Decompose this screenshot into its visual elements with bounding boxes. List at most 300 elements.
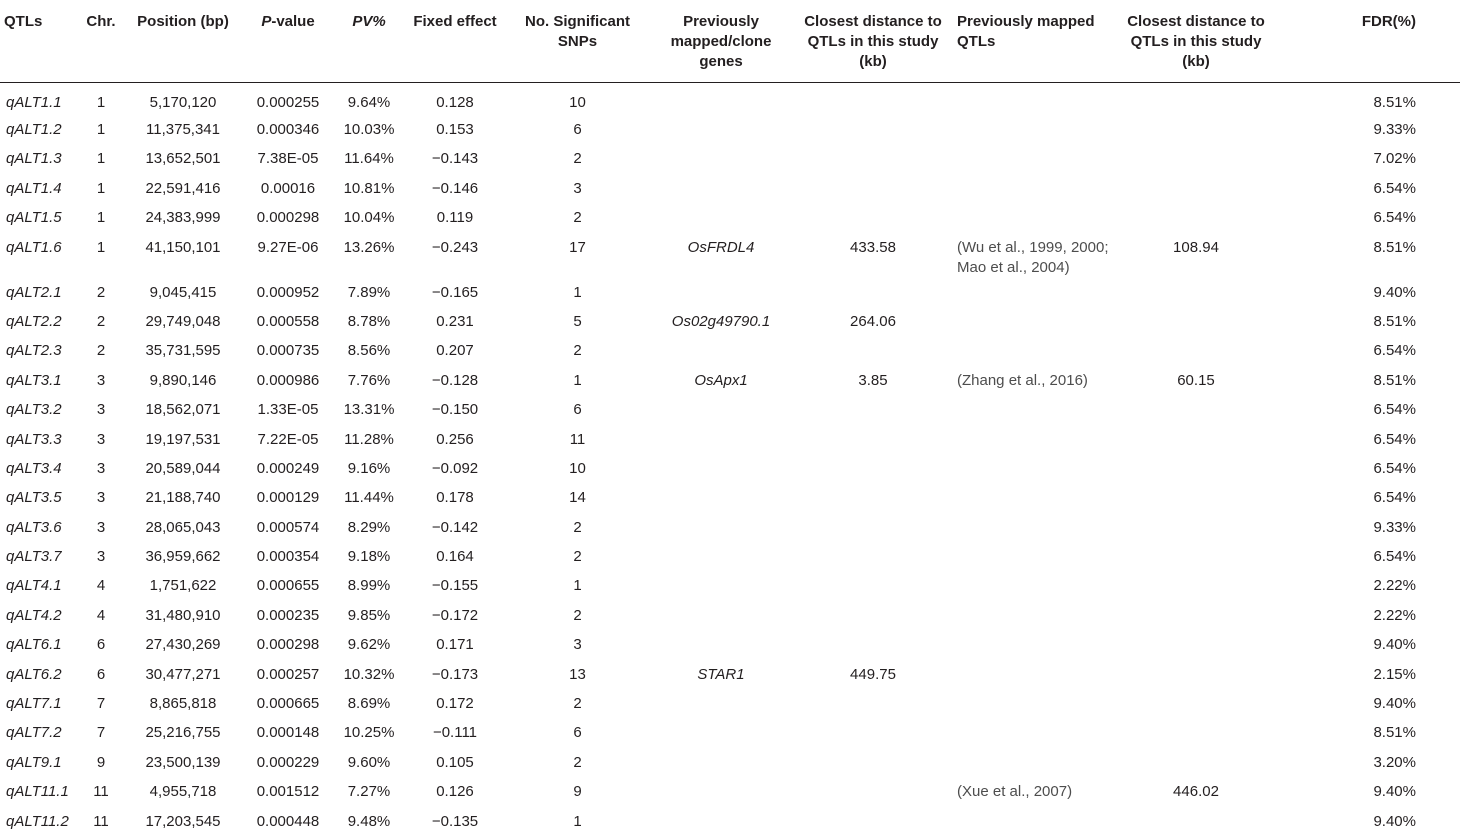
cell-pv: 13.31%: [343, 401, 395, 419]
cell-qtl: qALT3.4: [6, 459, 62, 477]
cell-closest-distance-qtl: [1115, 205, 1277, 234]
cell-significant-snps: 2: [573, 695, 582, 713]
cell-fixed-effect: −0.150: [431, 401, 479, 419]
cell-pv: 7.76%: [347, 371, 391, 389]
cell-previous-qtl: [953, 515, 1115, 544]
cell-qtl: qALT1.6: [6, 238, 62, 256]
cell-pvalue: 0.000952: [256, 283, 320, 301]
cell-qtl: qALT2.1: [6, 283, 62, 301]
cell-significant-snps: 1: [573, 577, 582, 595]
cell-chr: 4: [96, 577, 106, 595]
cell-pvalue: 1.33E-05: [257, 401, 319, 419]
table-row: [0, 750, 1460, 779]
cell-qtl: qALT3.7: [6, 548, 62, 566]
cell-position: 41,150,101: [145, 238, 221, 256]
cell-closest-distance-gene: [793, 456, 953, 485]
cell-qtl: qALT7.1: [6, 695, 62, 713]
table-row: [0, 662, 1460, 691]
cell-pvalue: 0.000298: [256, 209, 320, 227]
cell-previous-gene: [649, 720, 793, 749]
cell-chr: 3: [96, 371, 106, 389]
cell-pvalue: 0.000448: [256, 812, 320, 830]
cell-pv: 9.16%: [347, 459, 391, 477]
cell-previous-gene: OsFRDL4: [687, 238, 755, 256]
cell-chr: 1: [96, 179, 106, 197]
cell-fdr: 6.54%: [1373, 401, 1416, 419]
table-row: [0, 205, 1460, 234]
cell-position: 35,731,595: [145, 342, 221, 360]
cell-qtl: qALT1.5: [6, 209, 62, 227]
table-row: [0, 117, 1460, 146]
table-row: [0, 720, 1460, 749]
cell-closest-distance-qtl: [1115, 632, 1277, 661]
cell-position: 21,188,740: [145, 489, 221, 507]
cell-pv: 9.18%: [347, 548, 391, 566]
cell-qtl: qALT1.4: [6, 179, 62, 197]
cell-significant-snps: 1: [573, 371, 582, 389]
cell-pv: 9.85%: [347, 606, 391, 624]
cell-fixed-effect: −0.173: [431, 665, 479, 683]
cell-qtl: qALT1.1: [6, 94, 62, 111]
cell-fixed-effect: 0.153: [436, 121, 474, 138]
table-row: [0, 338, 1460, 367]
cell-significant-snps: 2: [573, 209, 582, 227]
cell-position: 24,383,999: [145, 209, 221, 227]
cell-previous-gene: [649, 603, 793, 632]
header-significant-snps: No. Significant SNPs: [506, 0, 649, 83]
cell-closest-distance-qtl: [1115, 176, 1277, 205]
cell-fdr: 9.33%: [1373, 121, 1416, 138]
cell-chr: 6: [96, 665, 106, 683]
cell-previous-qtl: [953, 662, 1115, 691]
cell-closest-distance-qtl: [1115, 809, 1277, 838]
cell-chr: 1: [96, 238, 106, 256]
cell-closest-distance-gene: 3.85: [858, 371, 888, 389]
cell-significant-snps: 13: [569, 665, 586, 683]
cell-previous-gene: Os02g49790.1: [671, 312, 771, 330]
cell-significant-snps: 6: [573, 121, 582, 138]
cell-previous-qtl: [953, 573, 1115, 602]
cell-chr: 1: [96, 209, 106, 227]
cell-qtl: qALT3.6: [6, 518, 62, 536]
cell-pvalue: 0.000257: [256, 665, 320, 683]
cell-closest-distance-qtl: [1115, 83, 1277, 118]
cell-fdr: 6.54%: [1373, 209, 1416, 227]
cell-pvalue: 0.000665: [256, 695, 320, 713]
table-body: [0, 83, 1460, 838]
cell-position: 22,591,416: [145, 179, 221, 197]
cell-position: 4,955,718: [149, 783, 217, 801]
cell-fdr: 9.40%: [1373, 636, 1416, 654]
cell-pv: 7.27%: [347, 783, 391, 801]
cell-fixed-effect: −0.165: [431, 283, 479, 301]
cell-previous-qtl: [953, 456, 1115, 485]
cell-pv: 11.64%: [344, 150, 394, 168]
cell-fdr: 6.54%: [1373, 179, 1416, 197]
cell-fixed-effect: 0.126: [436, 783, 474, 801]
cell-previous-gene: [649, 280, 793, 309]
cell-significant-snps: 17: [569, 238, 586, 256]
cell-previous-gene: [649, 544, 793, 573]
cell-pv: 8.78%: [347, 312, 391, 330]
cell-fdr: 6.54%: [1373, 489, 1416, 507]
cell-previous-qtl: [953, 146, 1115, 175]
cell-previous-gene: STAR1: [697, 665, 745, 683]
cell-chr: 7: [96, 695, 106, 713]
cell-closest-distance-qtl: [1115, 338, 1277, 367]
table-row: [0, 515, 1460, 544]
cell-significant-snps: 9: [573, 783, 582, 801]
cell-qtl: qALT6.2: [6, 665, 62, 683]
cell-previous-gene: [649, 83, 793, 118]
cell-fdr: 9.33%: [1373, 518, 1416, 536]
cell-previous-gene: [649, 456, 793, 485]
cell-previous-gene: [649, 573, 793, 602]
cell-closest-distance-gene: [793, 779, 953, 808]
cell-previous-qtl: [953, 544, 1115, 573]
cell-previous-qtl: [953, 427, 1115, 456]
table-row: [0, 603, 1460, 632]
header-previous-qtls: Previously mapped QTLs: [953, 0, 1115, 83]
cell-pv: 13.26%: [343, 238, 395, 256]
cell-closest-distance-qtl: [1115, 544, 1277, 573]
cell-chr: 11: [93, 812, 109, 830]
cell-fixed-effect: −0.143: [431, 150, 479, 168]
cell-position: 36,959,662: [145, 548, 221, 566]
cell-position: 8,865,818: [149, 695, 217, 713]
cell-fixed-effect: 0.119: [436, 209, 474, 227]
cell-pvalue: 0.00016: [260, 179, 316, 197]
cell-chr: 9: [96, 753, 106, 771]
cell-fdr: 2.22%: [1373, 577, 1416, 595]
cell-pvalue: 0.000298: [256, 636, 320, 654]
header-chr: Chr.: [78, 0, 124, 83]
cell-previous-qtl: [953, 309, 1115, 338]
cell-fixed-effect: −0.146: [431, 179, 479, 197]
cell-closest-distance-qtl: [1115, 603, 1277, 632]
cell-closest-distance-gene: [793, 632, 953, 661]
table-row: [0, 83, 1460, 118]
cell-chr: 3: [96, 518, 106, 536]
cell-pv: 8.69%: [347, 695, 391, 713]
cell-pvalue: 0.000354: [256, 548, 320, 566]
cell-fdr: 3.20%: [1373, 753, 1416, 771]
cell-significant-snps: 2: [573, 753, 582, 771]
table-row: [0, 632, 1460, 661]
cell-pvalue: 0.000229: [256, 753, 320, 771]
cell-position: 25,216,755: [145, 724, 221, 742]
cell-position: 31,480,910: [145, 606, 221, 624]
cell-closest-distance-gene: [793, 720, 953, 749]
cell-closest-distance-qtl: [1115, 397, 1277, 426]
cell-closest-distance-gene: [793, 603, 953, 632]
cell-qtl: qALT1.2: [6, 121, 62, 138]
cell-qtl: qALT4.2: [6, 606, 62, 624]
cell-fdr: 2.22%: [1373, 606, 1416, 624]
cell-chr: 2: [96, 342, 106, 360]
cell-position: 11,375,341: [146, 121, 220, 138]
cell-closest-distance-gene: [793, 338, 953, 367]
cell-fdr: 7.02%: [1373, 150, 1416, 168]
cell-qtl: qALT2.2: [6, 312, 62, 330]
cell-closest-distance-qtl: [1115, 691, 1277, 720]
cell-fixed-effect: 0.178: [436, 489, 474, 507]
cell-pv: 10.04%: [343, 209, 395, 227]
cell-pv: 10.25%: [343, 724, 395, 742]
cell-fixed-effect: −0.155: [431, 577, 479, 595]
cell-fdr: 6.54%: [1373, 430, 1416, 448]
cell-pv: 7.89%: [347, 283, 391, 301]
table-row: [0, 397, 1460, 426]
table-row: [0, 235, 1460, 280]
cell-closest-distance-gene: [793, 427, 953, 456]
cell-fdr: 2.15%: [1373, 665, 1416, 683]
cell-qtl: qALT3.1: [6, 371, 62, 389]
header-fixed-effect: Fixed effect: [404, 0, 506, 83]
cell-position: 9,045,415: [149, 283, 217, 301]
cell-chr: 11: [93, 783, 109, 801]
cell-previous-qtl: (Wu et al., 1999, 2000; Mao et al., 2004): [957, 238, 1109, 276]
cell-qtl: qALT4.1: [6, 577, 62, 595]
cell-position: 27,430,269: [145, 636, 221, 654]
cell-closest-distance-gene: [793, 485, 953, 514]
cell-previous-gene: [649, 338, 793, 367]
cell-significant-snps: 3: [573, 636, 582, 654]
cell-previous-qtl: [953, 176, 1115, 205]
cell-chr: 3: [96, 459, 106, 477]
cell-closest-distance-gene: [793, 573, 953, 602]
cell-fdr: 8.51%: [1373, 312, 1416, 330]
cell-significant-snps: 2: [573, 150, 582, 168]
cell-fixed-effect: 0.171: [436, 636, 474, 654]
cell-closest-distance-gene: [793, 809, 953, 838]
cell-fdr: 8.51%: [1373, 724, 1416, 742]
cell-significant-snps: 6: [573, 724, 582, 742]
cell-qtl: qALT11.1: [6, 783, 69, 801]
cell-closest-distance-gene: [793, 205, 953, 234]
table-row: [0, 456, 1460, 485]
cell-chr: 3: [96, 489, 106, 507]
cell-previous-qtl: [953, 691, 1115, 720]
cell-closest-distance-qtl: 60.15: [1177, 371, 1215, 389]
cell-previous-qtl: [953, 397, 1115, 426]
cell-pvalue: 0.000986: [256, 371, 320, 389]
cell-previous-gene: [649, 176, 793, 205]
cell-pvalue: 0.000235: [256, 606, 320, 624]
cell-closest-distance-qtl: [1115, 720, 1277, 749]
cell-pv: 8.56%: [347, 342, 391, 360]
cell-significant-snps: 5: [573, 312, 582, 330]
cell-previous-qtl: [953, 338, 1115, 367]
cell-chr: 3: [96, 548, 106, 566]
cell-significant-snps: 10: [569, 459, 586, 477]
cell-closest-distance-qtl: [1115, 573, 1277, 602]
cell-fdr: 6.54%: [1373, 342, 1416, 360]
cell-closest-distance-gene: [793, 691, 953, 720]
cell-closest-distance-qtl: 446.02: [1173, 783, 1219, 801]
cell-previous-gene: [649, 146, 793, 175]
cell-fdr: 9.40%: [1373, 695, 1416, 713]
cell-significant-snps: 2: [573, 548, 582, 566]
cell-previous-qtl: [953, 809, 1115, 838]
table-row: [0, 779, 1460, 808]
cell-previous-gene: OsApx1: [694, 371, 748, 389]
cell-position: 28,065,043: [145, 518, 221, 536]
cell-pv: 9.60%: [347, 753, 391, 771]
cell-closest-distance-gene: [793, 750, 953, 779]
cell-pvalue: 0.000735: [256, 342, 320, 360]
cell-significant-snps: 10: [569, 94, 586, 111]
cell-fixed-effect: 0.105: [436, 753, 474, 771]
cell-closest-distance-qtl: [1115, 117, 1277, 146]
cell-previous-qtl: [953, 720, 1115, 749]
cell-closest-distance-qtl: 108.94: [1173, 238, 1219, 256]
cell-chr: 1: [96, 121, 106, 138]
cell-pvalue: 9.27E-06: [257, 238, 319, 256]
cell-position: 23,500,139: [145, 753, 221, 771]
header-closest-distance-qtls: Closest distance to QTLs in this study (kb): [1115, 0, 1277, 83]
cell-significant-snps: 14: [569, 489, 586, 507]
cell-fixed-effect: −0.135: [431, 812, 479, 830]
cell-pv: 10.81%: [343, 179, 395, 197]
cell-fixed-effect: −0.172: [431, 606, 479, 624]
cell-fdr: 8.51%: [1373, 238, 1416, 256]
cell-significant-snps: 11: [569, 430, 586, 448]
cell-previous-qtl: [953, 205, 1115, 234]
cell-pvalue: 0.000574: [256, 518, 320, 536]
cell-closest-distance-qtl: [1115, 750, 1277, 779]
cell-fixed-effect: 0.128: [436, 94, 474, 111]
cell-closest-distance-gene: [793, 176, 953, 205]
cell-qtl: qALT7.2: [6, 724, 62, 742]
cell-closest-distance-gene: 433.58: [850, 238, 896, 256]
cell-previous-qtl: [953, 603, 1115, 632]
cell-pvalue: 0.001512: [256, 783, 320, 801]
cell-closest-distance-qtl: [1115, 427, 1277, 456]
cell-previous-qtl: [953, 280, 1115, 309]
table-row: [0, 544, 1460, 573]
cell-pv: 9.62%: [347, 636, 391, 654]
cell-pvalue: 0.000655: [256, 577, 320, 595]
cell-position: 9,890,146: [149, 371, 217, 389]
cell-pv: 8.99%: [347, 577, 391, 595]
cell-fdr: 8.51%: [1373, 94, 1416, 111]
cell-closest-distance-gene: [793, 280, 953, 309]
cell-closest-distance-qtl: [1115, 280, 1277, 309]
table-row: [0, 176, 1460, 205]
cell-previous-gene: [649, 397, 793, 426]
cell-chr: 6: [96, 636, 106, 654]
cell-previous-gene: [649, 485, 793, 514]
cell-pv: 9.48%: [347, 812, 391, 830]
cell-position: 17,203,545: [145, 812, 221, 830]
header-previous-genes: Previously mapped/clone genes: [649, 0, 793, 83]
cell-chr: 1: [96, 94, 106, 111]
cell-previous-qtl: (Xue et al., 2007): [957, 783, 1073, 801]
cell-qtl: qALT11.2: [6, 812, 69, 830]
cell-significant-snps: 1: [573, 812, 582, 830]
cell-chr: 1: [96, 150, 106, 168]
cell-pv: 10.32%: [343, 665, 395, 683]
cell-fdr: 6.54%: [1373, 548, 1416, 566]
cell-previous-gene: [649, 205, 793, 234]
cell-significant-snps: 2: [573, 518, 582, 536]
table-row: [0, 809, 1460, 838]
cell-closest-distance-gene: [793, 117, 953, 146]
table-row: [0, 427, 1460, 456]
header-pvalue: P-value: [242, 0, 334, 83]
cell-fixed-effect: 0.172: [436, 695, 474, 713]
cell-position: 19,197,531: [145, 430, 221, 448]
cell-position: 30,477,271: [145, 665, 221, 683]
cell-fdr: 9.40%: [1373, 783, 1416, 801]
cell-previous-qtl: (Zhang et al., 2016): [957, 371, 1088, 389]
cell-position: 5,170,120: [149, 94, 217, 111]
cell-chr: 3: [96, 430, 106, 448]
cell-previous-gene: [649, 117, 793, 146]
cell-previous-gene: [649, 779, 793, 808]
cell-fdr: 8.51%: [1373, 371, 1416, 389]
cell-fixed-effect: 0.256: [436, 430, 474, 448]
cell-fixed-effect: 0.207: [436, 342, 474, 360]
cell-fixed-effect: −0.142: [431, 518, 479, 536]
header-pv: PV%: [334, 0, 404, 83]
cell-closest-distance-qtl: [1115, 309, 1277, 338]
cell-pvalue: 0.000558: [256, 312, 320, 330]
cell-chr: 7: [96, 724, 106, 742]
cell-closest-distance-gene: 449.75: [850, 665, 896, 683]
cell-pvalue: 0.000148: [256, 724, 320, 742]
cell-previous-qtl: [953, 632, 1115, 661]
cell-qtl: qALT6.1: [6, 636, 62, 654]
cell-pvalue: 0.000346: [256, 121, 320, 138]
cell-closest-distance-qtl: [1115, 146, 1277, 175]
cell-closest-distance-gene: [793, 397, 953, 426]
cell-closest-distance-qtl: [1115, 456, 1277, 485]
header-position: Position (bp): [124, 0, 242, 83]
cell-position: 13,652,501: [145, 150, 221, 168]
cell-fixed-effect: −0.243: [431, 238, 479, 256]
cell-previous-gene: [649, 750, 793, 779]
cell-closest-distance-gene: 264.06: [850, 312, 896, 330]
cell-chr: 2: [96, 283, 106, 301]
cell-significant-snps: 2: [573, 342, 582, 360]
cell-position: 29,749,048: [145, 312, 221, 330]
cell-significant-snps: 2: [573, 606, 582, 624]
cell-pv: 11.44%: [344, 489, 394, 507]
header-fdr: FDR(%): [1277, 0, 1460, 83]
cell-previous-qtl: [953, 485, 1115, 514]
cell-previous-gene: [649, 515, 793, 544]
table-row: [0, 573, 1460, 602]
cell-position: 20,589,044: [145, 459, 221, 477]
cell-qtl: qALT3.3: [6, 430, 62, 448]
cell-pvalue: 7.38E-05: [257, 150, 319, 168]
cell-qtl: qALT3.2: [6, 401, 62, 419]
cell-closest-distance-gene: [793, 515, 953, 544]
cell-fixed-effect: −0.111: [432, 724, 478, 742]
cell-position: 1,751,622: [149, 577, 217, 595]
cell-qtl: qALT3.5: [6, 489, 62, 507]
table-row: [0, 280, 1460, 309]
cell-fixed-effect: −0.092: [431, 459, 479, 477]
table-row: [0, 485, 1460, 514]
cell-previous-qtl: [953, 117, 1115, 146]
cell-chr: 2: [96, 312, 106, 330]
cell-previous-qtl: [953, 83, 1115, 118]
cell-significant-snps: 3: [573, 179, 582, 197]
cell-pv: 11.28%: [344, 430, 394, 448]
